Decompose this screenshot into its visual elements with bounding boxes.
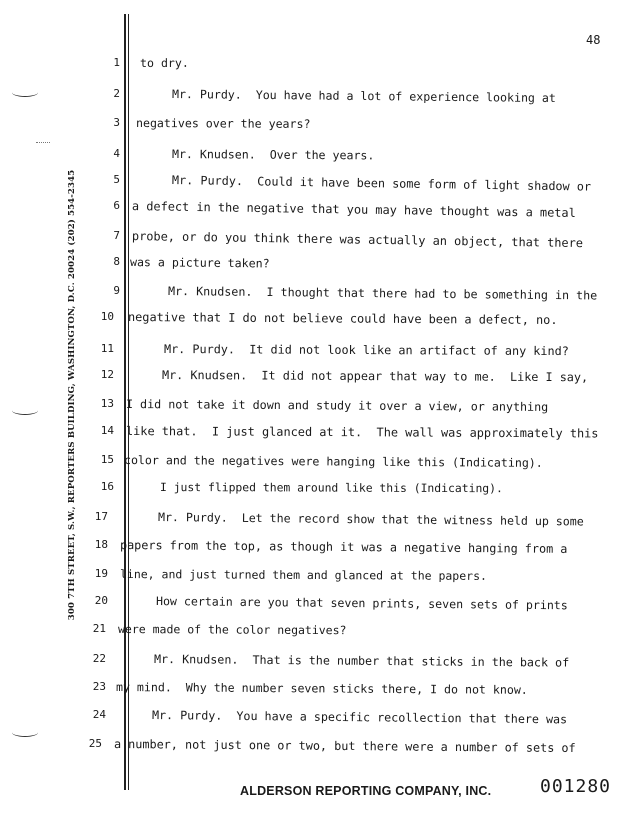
transcript-line: a defect in the negative that you may have thought was a metal bbox=[131, 199, 576, 220]
punch-hole-mark bbox=[12, 406, 38, 415]
transcript-line: negative that I do not believe could have been a defect, no. bbox=[127, 310, 558, 327]
reporter-address: 300 7TH STREET, S.W., REPORTERS BUILDING, WASHINGTON, D.C. 20024 (202) 554-2345 bbox=[67, 169, 77, 621]
transcript-line: was a picture taken? bbox=[129, 255, 270, 271]
transcript-line: my mind. Why the number seven sticks there, I do not know. bbox=[115, 680, 528, 697]
transcript-line: were made of the color negatives? bbox=[117, 622, 347, 638]
bates-stamp: 001280 bbox=[540, 776, 612, 797]
transcript-line: Mr. Purdy. You have had a lot of experience looking at bbox=[171, 87, 556, 106]
transcript-line: to dry. bbox=[139, 55, 189, 70]
line-number: 25 bbox=[88, 737, 102, 750]
line-number: 7 bbox=[113, 229, 120, 242]
transcript-line: like that. I just glanced at it. The wall was approximately this bbox=[125, 424, 599, 441]
transcript-line: papers from the top, as though it was a negative hanging from a bbox=[119, 538, 568, 556]
line-number: 24 bbox=[92, 708, 106, 721]
transcript-line: Mr. Knudsen. That is the number that sticks in the back of bbox=[153, 652, 570, 670]
company-footer: ALDERSON REPORTING COMPANY, INC. bbox=[240, 784, 492, 798]
transcript-line: Mr. Purdy. You have a specific recollection that there was bbox=[151, 708, 568, 727]
transcript-line: Mr. Knudsen. It did not appear that way to me. Like I say, bbox=[161, 368, 589, 385]
line-number: 20 bbox=[94, 594, 108, 607]
page-number: 48 bbox=[586, 33, 601, 47]
line-number: 12 bbox=[100, 368, 114, 381]
transcript-line: I did not take it down and study it over a view, or anything bbox=[125, 397, 549, 414]
line-number: 2 bbox=[113, 87, 120, 100]
line-number: 16 bbox=[100, 480, 114, 493]
transcript-line: line, and just turned them and glanced at the papers. bbox=[119, 567, 487, 583]
line-number: 8 bbox=[113, 255, 120, 268]
punch-hole-mark bbox=[12, 88, 38, 97]
transcript-line: I just flipped them around like this (Indicating). bbox=[159, 480, 503, 496]
transcript-line: Mr. Knudsen. I thought that there had to be something in the bbox=[167, 284, 598, 303]
line-number: 17 bbox=[94, 510, 108, 523]
transcript-line: Mr. Purdy. Let the record show that the witness held up some bbox=[157, 510, 584, 529]
transcript-line: How certain are you that seven prints, seven sets of prints bbox=[155, 594, 568, 613]
transcript-line: a number, not just one or two, but there were a number of sets of bbox=[113, 737, 576, 756]
punch-hole-mark bbox=[12, 728, 38, 737]
line-number: 23 bbox=[92, 680, 106, 693]
line-number: 14 bbox=[100, 424, 114, 437]
line-number: 9 bbox=[113, 284, 120, 297]
line-number: 13 bbox=[100, 397, 114, 410]
line-number: 4 bbox=[113, 147, 120, 160]
line-number: 19 bbox=[94, 567, 108, 580]
transcript-line: color and the negatives were hanging like this (Indicating). bbox=[123, 453, 543, 470]
line-number: 1 bbox=[113, 56, 120, 69]
line-number: 21 bbox=[92, 622, 106, 635]
line-number: 6 bbox=[113, 199, 120, 212]
line-number: 5 bbox=[113, 173, 120, 186]
line-number: 15 bbox=[100, 453, 114, 466]
transcript-line: Mr. Knudsen. Over the years. bbox=[171, 147, 375, 163]
transcript-line: Mr. Purdy. It did not look like an artifact of any kind? bbox=[163, 342, 569, 359]
transcript-line: negatives over the years? bbox=[135, 116, 311, 131]
line-number: 10 bbox=[100, 310, 114, 323]
transcript-line: Mr. Purdy. Could it have been some form of light shadow or bbox=[171, 173, 592, 194]
line-number: 18 bbox=[94, 538, 108, 551]
line-number: 22 bbox=[92, 652, 106, 665]
line-number: 11 bbox=[100, 342, 114, 355]
line-number: 3 bbox=[113, 116, 120, 129]
transcript-line: probe, or do you think there was actually an object, that there bbox=[131, 229, 584, 251]
smudge-mark bbox=[36, 142, 50, 147]
